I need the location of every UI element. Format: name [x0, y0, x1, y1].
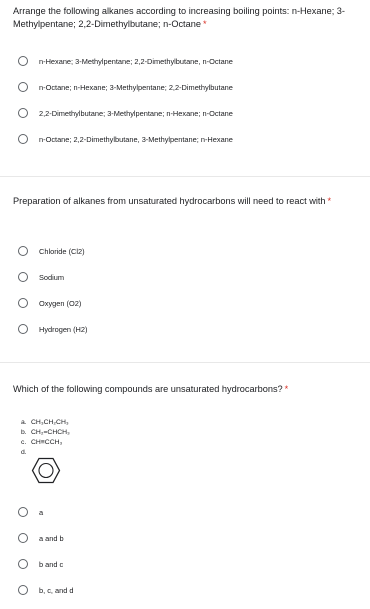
q3-option-1-label: a [39, 507, 44, 517]
q2-option-2[interactable] [18, 270, 64, 284]
q2-option-1-label: Chloride (Cl2) [39, 246, 85, 256]
benzene-ring-icon [31, 457, 61, 484]
question-3-title [13, 383, 365, 396]
question-image [21, 419, 221, 487]
radio-button[interactable] [18, 108, 28, 118]
q2-option-2-label: Sodium [39, 272, 65, 282]
radio-button[interactable] [18, 533, 28, 543]
formula-letter: b. [21, 429, 27, 436]
radio-button[interactable] [18, 324, 28, 334]
question-divider [0, 362, 370, 363]
q1-option-3-label: 2,2-Dimethylbutane; 3-Methylpentane; n-Hexane; n-Octane [39, 108, 233, 118]
q3-option-2[interactable] [18, 531, 64, 545]
q1-option-2[interactable] [18, 80, 233, 94]
q1-option-3[interactable] [18, 106, 233, 120]
radio-button[interactable] [18, 272, 28, 282]
required-asterisk: * [327, 196, 332, 206]
q2-option-4-label: Hydrogen (H2) [39, 324, 88, 334]
formula-text: CH₂=CHCH₃ [31, 429, 70, 436]
q2-option-1[interactable] [18, 244, 85, 258]
q2-option-4[interactable] [18, 322, 87, 336]
q1-option-4-label: n-Octane; 2,2-Dimethylbutane, 3-Methylpentane; n-Hexane [39, 134, 233, 144]
radio-button[interactable] [18, 298, 28, 308]
required-asterisk: * [284, 384, 289, 394]
formula-letter: d. [21, 449, 27, 456]
question-2-title [13, 195, 365, 208]
formula-b [21, 429, 70, 436]
question-3-text: Which of the following compounds are unsaturated hydrocarbons? [13, 384, 283, 394]
question-1-title [13, 5, 365, 31]
q3-option-3[interactable] [18, 557, 63, 571]
radio-button[interactable] [18, 246, 28, 256]
radio-button[interactable] [18, 585, 28, 595]
radio-button[interactable] [18, 56, 28, 66]
q1-option-2-label: n-Octane; n-Hexane; 3-Methylpentane; 2,2-Dimethylbutane [39, 82, 233, 92]
q1-option-1[interactable] [18, 54, 233, 68]
required-asterisk: * [202, 19, 207, 29]
q3-option-3-label: b and c [39, 559, 64, 569]
radio-button[interactable] [18, 82, 28, 92]
formula-text: CH₃CH₂CH₃ [31, 419, 69, 426]
q3-option-1[interactable] [18, 505, 43, 519]
q3-option-4-label: b, c, and d [39, 585, 74, 595]
radio-button[interactable] [18, 559, 28, 569]
formula-d [21, 449, 31, 456]
question-divider [0, 176, 370, 177]
formula-letter: c. [21, 439, 27, 446]
q1-option-1-label: n-Hexane; 3-Methylpentane; 2,2-Dimethylbutane, n-Octane [39, 56, 233, 66]
formula-c [21, 439, 62, 446]
radio-button[interactable] [18, 507, 28, 517]
formula-a [21, 419, 69, 426]
q2-option-3-label: Oxygen (O2) [39, 298, 82, 308]
q2-option-3[interactable] [18, 296, 81, 310]
q3-option-2-label: a and b [39, 533, 64, 543]
formula-letter: a. [21, 419, 27, 426]
q3-option-4[interactable] [18, 583, 74, 597]
q1-option-4[interactable] [18, 132, 233, 146]
radio-button[interactable] [18, 134, 28, 144]
question-1-text: Arrange the following alkanes according to increasing boiling points: n-Hexane; 3-Methylpentane; 2,2-Dimethylbutane; n-Octane [13, 6, 345, 29]
formula-text: CH≡CCH₃ [31, 439, 63, 446]
question-2-text: Preparation of alkanes from unsaturated hydrocarbons will need to react with [13, 196, 326, 206]
